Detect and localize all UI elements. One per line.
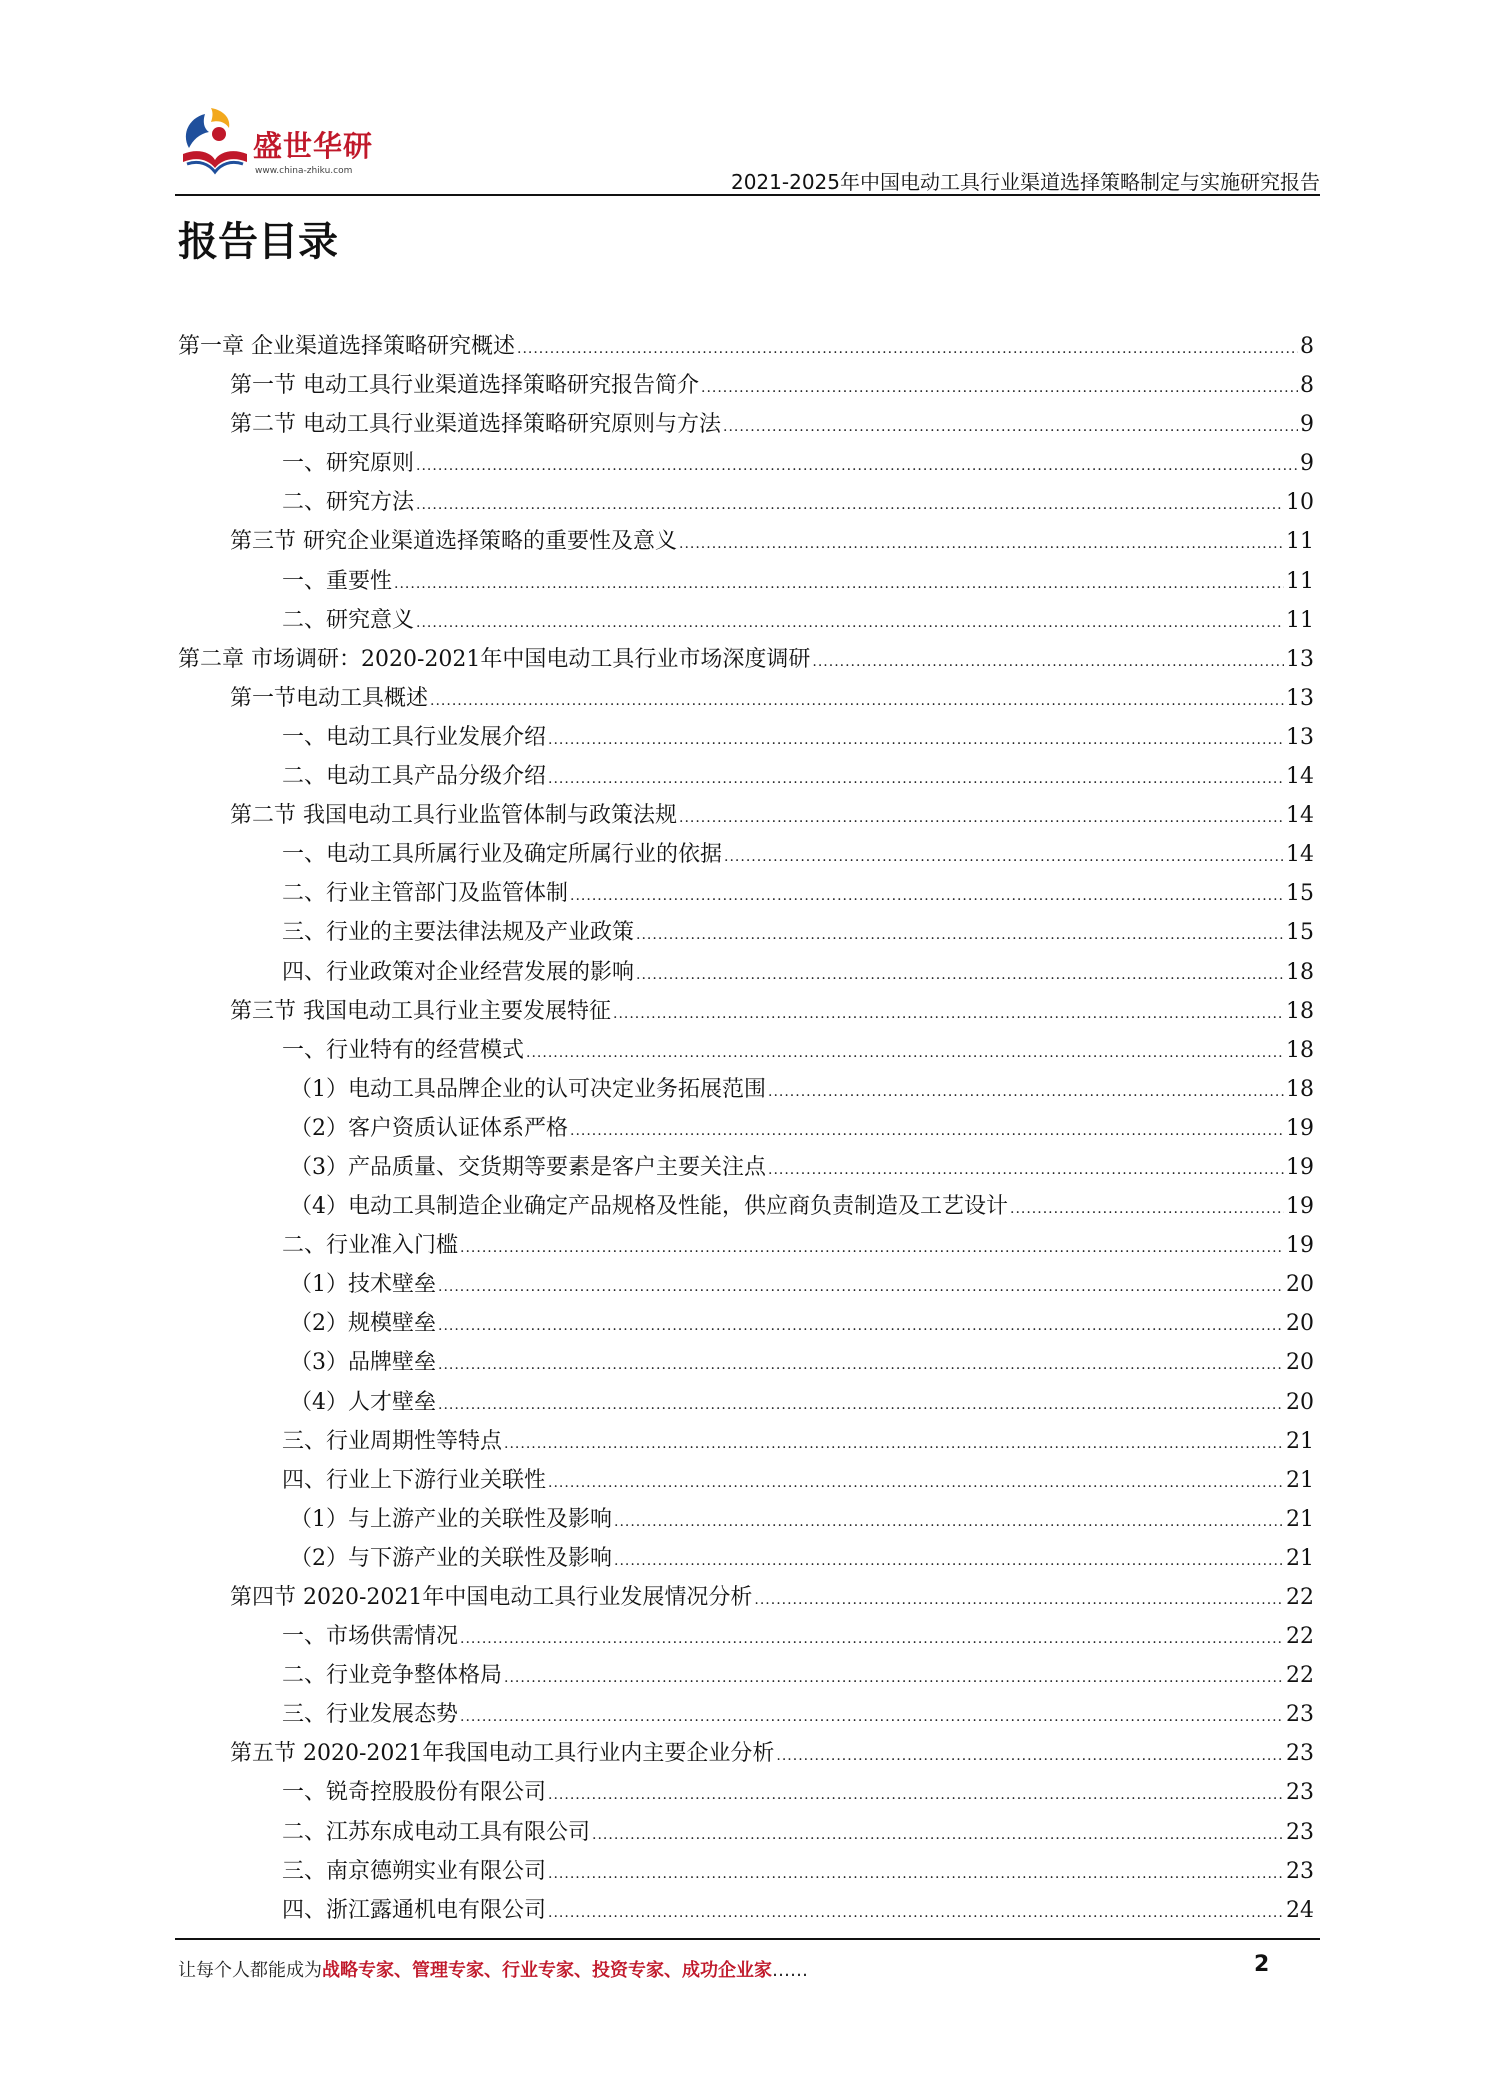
toc-leader-dots <box>460 1229 1284 1268</box>
toc-entry-label: 一、行业特有的经营模式 <box>282 1037 525 1063</box>
toc-entry[interactable] <box>178 483 1314 522</box>
toc-leader-dots <box>430 682 1284 721</box>
footer-slogan <box>178 1956 808 1982</box>
toc-entry[interactable] <box>178 796 1314 835</box>
toc-entry-label: 一、市场供需情况 <box>282 1624 459 1650</box>
toc-entry[interactable] <box>178 601 1314 640</box>
toc-entry-page: 18 <box>1286 998 1314 1024</box>
toc-entry[interactable] <box>178 522 1314 561</box>
toc-entry-page: 14 <box>1286 764 1314 790</box>
toc-leader-dots <box>416 486 1284 525</box>
toc-entry-page: 23 <box>1286 1741 1314 1767</box>
toc-leader-dots <box>504 1659 1284 1698</box>
toc-entry-page: 20 <box>1286 1350 1314 1376</box>
toc-entry-page: 15 <box>1286 920 1314 946</box>
toc-entry-page: 23 <box>1286 1858 1314 1884</box>
toc-entry[interactable] <box>178 1070 1314 1109</box>
toc-entry[interactable] <box>178 1578 1314 1617</box>
toc-entry-label: 第五节 2020-2021年我国电动工具行业内主要企业分析 <box>230 1741 775 1767</box>
logo-url: www.china-zhiku.com <box>255 166 353 176</box>
toc-entry[interactable] <box>178 1265 1314 1304</box>
toc-entry-page: 20 <box>1286 1311 1314 1337</box>
toc-entry-page: 21 <box>1286 1467 1314 1493</box>
toc-entry-page: 18 <box>1286 959 1314 985</box>
toc-entry[interactable] <box>178 835 1314 874</box>
toc-entry[interactable] <box>178 327 1314 366</box>
toc-entry-page: 22 <box>1286 1585 1314 1610</box>
toc-entry-page: 21 <box>1286 1428 1314 1454</box>
toc-entry-label: （2）客户资质认证体系严格 <box>290 1115 568 1141</box>
toc-leader-dots <box>460 1620 1284 1659</box>
table-of-contents <box>178 327 1314 1930</box>
toc-entry[interactable] <box>178 992 1314 1031</box>
toc-entry[interactable] <box>178 1148 1314 1187</box>
toc-entry-label: （4）人才壁垒 <box>290 1389 436 1415</box>
toc-entry-label: （1）技术壁垒 <box>290 1272 436 1298</box>
toc-entry-label: 二、研究意义 <box>282 607 415 633</box>
toc-entry-page: 18 <box>1286 1037 1314 1063</box>
toc-leader-dots <box>679 525 1284 564</box>
toc-entry[interactable] <box>178 405 1314 444</box>
toc-leader-dots <box>592 1816 1284 1855</box>
toc-entry[interactable] <box>178 718 1314 757</box>
toc-entry[interactable] <box>178 757 1314 796</box>
toc-leader-dots <box>570 877 1284 916</box>
slogan-highlight: 战略专家、管理专家、行业专家、投资专家、成功企业家 <box>322 1960 772 1981</box>
toc-entry-page: 11 <box>1286 568 1314 594</box>
header-divider <box>175 194 1320 196</box>
toc-entry-label: 三、南京德朔实业有限公司 <box>282 1858 547 1884</box>
toc-leader-dots <box>548 1855 1284 1894</box>
toc-entry-label: 四、行业上下游行业关联性 <box>282 1467 547 1493</box>
slogan-suffix: …… <box>772 1960 808 1981</box>
toc-entry-page: 22 <box>1286 1663 1314 1689</box>
toc-leader-dots <box>636 956 1284 995</box>
toc-entry-page: 9 <box>1300 451 1314 477</box>
toc-leader-dots <box>526 1034 1284 1073</box>
toc-entry[interactable] <box>178 1461 1314 1500</box>
toc-entry-page: 14 <box>1286 842 1314 868</box>
book-logo-icon <box>175 104 255 184</box>
toc-entry-page: 21 <box>1286 1545 1314 1571</box>
toc-entry[interactable] <box>178 1852 1314 1891</box>
toc-leader-dots <box>438 1268 1284 1307</box>
toc-entry-page: 13 <box>1286 685 1314 711</box>
toc-leader-dots <box>614 1503 1284 1542</box>
toc-entry-page: 20 <box>1286 1272 1314 1298</box>
toc-entry-label: 四、浙江露通机电有限公司 <box>282 1897 547 1923</box>
toc-entry-label: （3）品牌壁垒 <box>290 1350 436 1376</box>
toc-leader-dots <box>768 1151 1284 1190</box>
toc-entry-page: 11 <box>1286 607 1314 633</box>
toc-entry-label: 一、重要性 <box>282 568 393 594</box>
toc-entry[interactable] <box>178 1304 1314 1343</box>
toc-entry-page: 23 <box>1286 1702 1314 1728</box>
toc-entry-label: 二、行业准入门槛 <box>282 1233 459 1259</box>
toc-leader-dots <box>614 1542 1284 1581</box>
toc-entry[interactable] <box>178 1383 1314 1422</box>
toc-entry[interactable] <box>178 1187 1314 1226</box>
toc-entry-label: 第一节 电动工具行业渠道选择策略研究报告简介 <box>230 373 699 399</box>
toc-entry-page: 14 <box>1286 803 1314 829</box>
toc-leader-dots <box>724 838 1284 877</box>
toc-entry-label: 二、行业主管部门及监管体制 <box>282 881 569 907</box>
toc-entry-label: 二、行业竞争整体格局 <box>282 1663 503 1689</box>
toc-entry-page: 19 <box>1286 1194 1314 1220</box>
toc-entry[interactable] <box>178 562 1314 601</box>
toc-entry-label: （4）电动工具制造企业确定产品规格及性能，供应商负责制造及工艺设计 <box>290 1194 1008 1220</box>
toc-leader-dots <box>517 330 1298 369</box>
toc-leader-dots <box>548 760 1284 799</box>
toc-entry-label: 三、行业的主要法律法规及产业政策 <box>282 920 635 946</box>
toc-entry-label: 二、电动工具产品分级介绍 <box>282 764 547 790</box>
toc-entry-label: 三、行业发展态势 <box>282 1702 459 1728</box>
toc-entry[interactable] <box>178 1773 1314 1812</box>
toc-leader-dots <box>460 1698 1284 1737</box>
toc-entry-label: 一、研究原则 <box>282 451 415 477</box>
toc-entry[interactable] <box>178 874 1314 913</box>
toc-entry-label: 一、电动工具所属行业及确定所属行业的依据 <box>282 842 723 868</box>
toc-leader-dots <box>548 1776 1284 1815</box>
toc-leader-dots <box>701 369 1298 408</box>
toc-entry-label: 第一章 企业渠道选择策略研究概述 <box>178 334 515 359</box>
toc-leader-dots <box>416 447 1298 486</box>
toc-leader-dots <box>613 995 1284 1034</box>
toc-entry-page: 19 <box>1286 1154 1314 1180</box>
toc-leader-dots <box>679 799 1284 838</box>
toc-entry-page: 24 <box>1286 1897 1314 1923</box>
toc-leader-dots <box>723 408 1298 447</box>
toc-entry-label: 一、电动工具行业发展介绍 <box>282 724 547 750</box>
toc-entry-label: 第一节电动工具概述 <box>230 685 429 711</box>
toc-entry[interactable] <box>178 1695 1314 1734</box>
toc-entry[interactable] <box>178 679 1314 718</box>
toc-entry-label: 第四节 2020-2021年中国电动工具行业发展情况分析 <box>230 1585 753 1610</box>
toc-entry-page: 11 <box>1286 529 1314 555</box>
toc-leader-dots <box>548 1464 1284 1503</box>
toc-entry-label: 第二节 我国电动工具行业监管体制与政策法规 <box>230 803 677 829</box>
footer-divider <box>175 1938 1320 1940</box>
page-title: 报告目录 <box>178 219 338 265</box>
toc-entry-label: （2）与下游产业的关联性及影响 <box>290 1545 612 1571</box>
toc-entry-page: 8 <box>1300 373 1314 399</box>
toc-leader-dots <box>438 1307 1284 1346</box>
toc-entry-page: 21 <box>1286 1506 1314 1532</box>
toc-entry[interactable] <box>178 1891 1314 1930</box>
toc-leader-dots <box>548 721 1284 760</box>
toc-entry[interactable] <box>178 1539 1314 1578</box>
slogan-prefix: 让每个人都能成为 <box>178 1960 322 1981</box>
toc-entry-label: 第三节 研究企业渠道选择策略的重要性及意义 <box>230 529 677 555</box>
toc-leader-dots <box>504 1425 1284 1464</box>
toc-entry[interactable] <box>178 953 1314 992</box>
toc-entry[interactable] <box>178 1343 1314 1382</box>
toc-entry-page: 13 <box>1286 646 1314 672</box>
toc-leader-dots <box>438 1346 1284 1385</box>
toc-entry-page: 19 <box>1286 1233 1314 1259</box>
toc-leader-dots <box>812 643 1284 682</box>
company-logo <box>175 104 415 184</box>
toc-leader-dots <box>1010 1190 1284 1229</box>
toc-entry[interactable] <box>178 366 1314 405</box>
toc-leader-dots <box>636 916 1284 955</box>
toc-leader-dots <box>438 1386 1284 1425</box>
toc-entry-page: 19 <box>1286 1115 1314 1141</box>
toc-entry-page: 9 <box>1300 412 1314 438</box>
toc-entry[interactable] <box>178 444 1314 483</box>
toc-entry-label: 第二节 电动工具行业渠道选择策略研究原则与方法 <box>230 412 721 438</box>
toc-entry[interactable] <box>178 1734 1314 1773</box>
toc-leader-dots <box>394 565 1284 604</box>
toc-entry-label: （1）电动工具品牌企业的认可决定业务拓展范围 <box>290 1076 766 1102</box>
toc-leader-dots <box>548 1894 1284 1933</box>
toc-entry-label: 第二章 市场调研：2020-2021年中国电动工具行业市场深度调研 <box>178 646 811 672</box>
toc-entry[interactable] <box>178 1109 1314 1148</box>
toc-entry-label: （1）与上游产业的关联性及影响 <box>290 1506 612 1532</box>
toc-entry-page: 15 <box>1286 881 1314 907</box>
toc-leader-dots <box>768 1073 1284 1112</box>
toc-leader-dots <box>416 604 1284 643</box>
toc-entry[interactable] <box>178 640 1314 679</box>
toc-entry-label: 二、研究方法 <box>282 490 415 516</box>
toc-entry-page: 8 <box>1300 334 1314 359</box>
toc-entry-label: （3）产品质量、交货期等要素是客户主要关注点 <box>290 1154 766 1180</box>
toc-entry[interactable] <box>178 1617 1314 1656</box>
toc-entry-page: 10 <box>1286 490 1314 516</box>
toc-entry-page: 23 <box>1286 1780 1314 1806</box>
toc-leader-dots <box>754 1581 1284 1620</box>
toc-leader-dots <box>776 1737 1284 1776</box>
toc-entry-label: 三、行业周期性等特点 <box>282 1428 503 1454</box>
toc-entry-page: 18 <box>1286 1076 1314 1102</box>
logo-name: 盛世华研 <box>253 129 374 163</box>
toc-entry[interactable] <box>178 1656 1314 1695</box>
toc-entry[interactable] <box>178 1813 1314 1852</box>
toc-entry-page: 20 <box>1286 1389 1314 1415</box>
toc-entry[interactable] <box>178 913 1314 952</box>
toc-entry-label: 二、江苏东成电动工具有限公司 <box>282 1819 591 1845</box>
toc-entry[interactable] <box>178 1422 1314 1461</box>
toc-entry-page: 22 <box>1286 1624 1314 1650</box>
toc-entry-label: 第三节 我国电动工具行业主要发展特征 <box>230 998 611 1024</box>
page-number: 2 <box>1254 1952 1270 1977</box>
toc-entry[interactable] <box>178 1500 1314 1539</box>
toc-entry-label: 一、锐奇控股股份有限公司 <box>282 1780 547 1806</box>
toc-entry-page: 13 <box>1286 724 1314 750</box>
page-header <box>175 100 1320 200</box>
toc-entry[interactable] <box>178 1226 1314 1265</box>
toc-entry-label: 四、行业政策对企业经营发展的影响 <box>282 959 635 985</box>
report-title: 2021-2025年中国电动工具行业渠道选择策略制定与实施研究报告 <box>730 170 1320 194</box>
toc-leader-dots <box>570 1112 1284 1151</box>
toc-entry-page: 23 <box>1286 1819 1314 1845</box>
toc-entry-label: （2）规模壁垒 <box>290 1311 436 1337</box>
toc-entry[interactable] <box>178 1031 1314 1070</box>
